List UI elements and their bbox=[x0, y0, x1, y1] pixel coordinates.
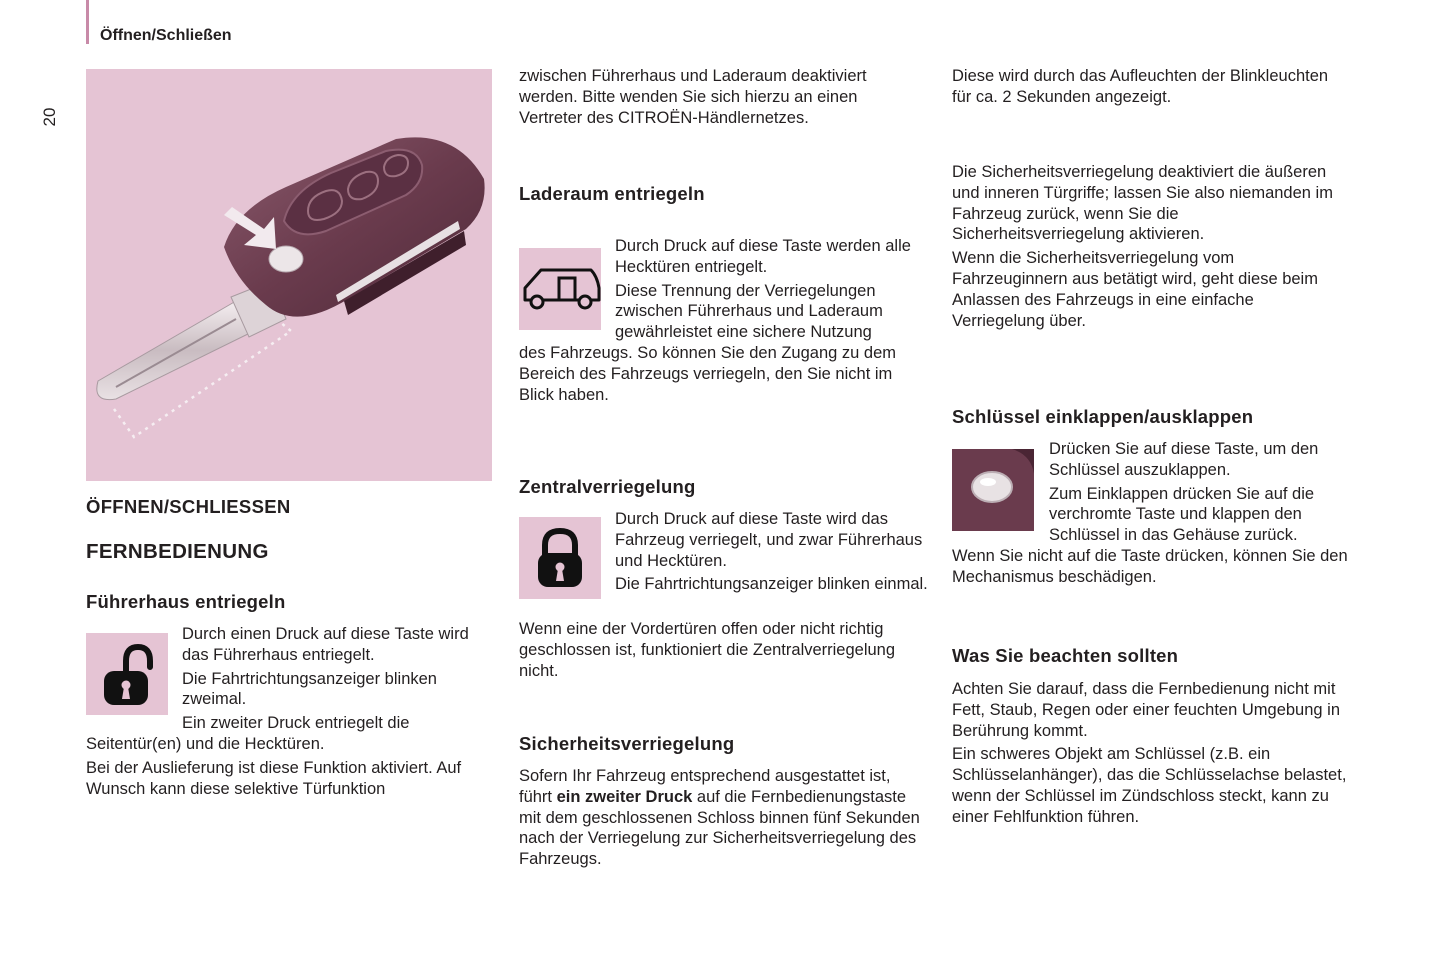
remote-key-illustration bbox=[86, 69, 492, 481]
heading-schluessel: Schlüssel einklappen/ausklappen bbox=[952, 406, 1254, 427]
release-button-icon bbox=[952, 449, 1034, 531]
unlock-button-illustration bbox=[86, 633, 168, 715]
laderaum-text-2b: des Fahrzeugs. So können Sie den Zugang zu dem Bereich des Fahrzeugs verriegeln, den Sie nicht im Blick haben. bbox=[519, 344, 896, 404]
zentral-text-1: Durch Druck auf diese Taste wird das Fahrzeug verriegelt, und zwar Führerhaus und Hecktüren. bbox=[615, 510, 923, 570]
schluessel-text-3: Wenn Sie nicht auf die Taste drücken, können Sie den Mechanismus beschädigen. bbox=[952, 547, 1348, 586]
fuehrerhaus-text-1: Durch einen Druck auf diese Taste wird das Führerhaus entriegelt. bbox=[182, 625, 469, 664]
fuehrerhaus-text-3b: Seitentür(en) und die Hecktüren. bbox=[86, 735, 325, 753]
col3-text-2: Die Sicherheitsverriegelung deaktiviert die äußeren und inneren Türgriffe; lassen Sie also niemanden im Fahrzeug zurück, wenn Sie die Sicherheitsverriegelung aktivieren. bbox=[952, 163, 1333, 244]
sicherheit-text-1: Sofern Ihr Fahrzeug entsprechend ausgestattet ist, führt ein zweiter Druck auf die Fernbedienungstaste mit dem geschlossenen Schloss binnen fünf Sekunden nach der Verriegelung zur Sicherheitsverriegelung des Fahrzeugs. bbox=[519, 767, 920, 869]
heading-sicherheit: Sicherheitsverriegelung bbox=[519, 733, 735, 754]
cargo-unlock-button-illustration bbox=[519, 248, 601, 330]
col3-text-3: Wenn die Sicherheitsverriegelung vom Fahrzeuginnern aus betätigt wird, geht diese beim Anlassen des Fahrzeugs in eine einfache Verriegelung über. bbox=[952, 249, 1318, 330]
van-rear-icon bbox=[519, 248, 601, 330]
col3-text-1: Diese wird durch das Aufleuchten der Blinkleuchten für ca. 2 Sekunden angezeigt. bbox=[952, 67, 1329, 106]
heading-fuehrerhaus: Führerhaus entriegeln bbox=[86, 591, 286, 612]
fuehrerhaus-text-2: Die Fahrtrichtungsanzeiger blinken zweimal. bbox=[182, 669, 437, 709]
section-title: Öffnen/Schließen bbox=[100, 27, 232, 44]
remote-key-icon bbox=[86, 69, 492, 481]
schluessel-text-1: Drücken Sie auf diese Taste, um den Schlüssel auszuklappen. bbox=[1049, 440, 1319, 479]
heading-beachten: Was Sie beachten sollten bbox=[952, 645, 1179, 666]
heading-laderaum: Laderaum entriegeln bbox=[519, 183, 705, 204]
col2-intro: zwischen Führerhaus und Laderaum deaktiviert werden. Bitte wenden Sie sich hierzu an einen Vertreter des CITROËN-Händlernetzes. bbox=[519, 67, 867, 127]
main-title: ÖFFNEN/SCHLIESSEN bbox=[86, 496, 291, 517]
zentral-text-3: Wenn eine der Vordertüren offen oder nicht richtig geschlossen ist, funktioniert die Zentralverriegelung nicht. bbox=[519, 620, 896, 680]
key-release-button-illustration bbox=[952, 449, 1034, 531]
heading-zentral: Zentralverriegelung bbox=[519, 476, 696, 497]
schluessel-text-2: Zum Einklappen drücken Sie auf die verchromte Taste und klappen den Schlüssel in das Gehäuse zurück. bbox=[1049, 484, 1315, 545]
beachten-text-1: Achten Sie darauf, dass die Fernbedienung nicht mit Fett, Staub, Regen oder einer feuchten Umgebung in Berührung kommt. bbox=[952, 680, 1340, 740]
zentral-text-2: Die Fahrtrichtungsanzeiger blinken einmal. bbox=[615, 575, 928, 594]
subtitle: FERNBEDIENUNG bbox=[86, 540, 269, 563]
section-accent-bar bbox=[86, 0, 89, 44]
lock-button-illustration bbox=[519, 517, 601, 599]
lock-icon bbox=[519, 517, 601, 599]
beachten-text-2: Ein schweres Objekt am Schlüssel (z.B. ein Schlüsselanhänger), das die Schlüsselachse belastet, wenn der Schlüssel im Zündschloss steckt, kann zu einer Fehlfunktion führen. bbox=[952, 745, 1347, 826]
fuehrerhaus-text-4: Bei der Auslieferung ist diese Funktion aktiviert. Auf Wunsch kann diese selektive Türfunktion bbox=[86, 758, 462, 798]
page-number: 20 bbox=[40, 107, 59, 127]
laderaum-text-2a: Diese Trennung der Verriegelungen zwischen Führerhaus und Laderaum gewährleistet eine sichere Nutzung bbox=[615, 281, 883, 342]
fuehrerhaus-text-3a: Ein zweiter Druck entriegelt die bbox=[182, 714, 410, 733]
unlock-icon bbox=[86, 633, 168, 715]
laderaum-text-1: Durch Druck auf diese Taste werden alle Hecktüren entriegelt. bbox=[615, 237, 911, 276]
